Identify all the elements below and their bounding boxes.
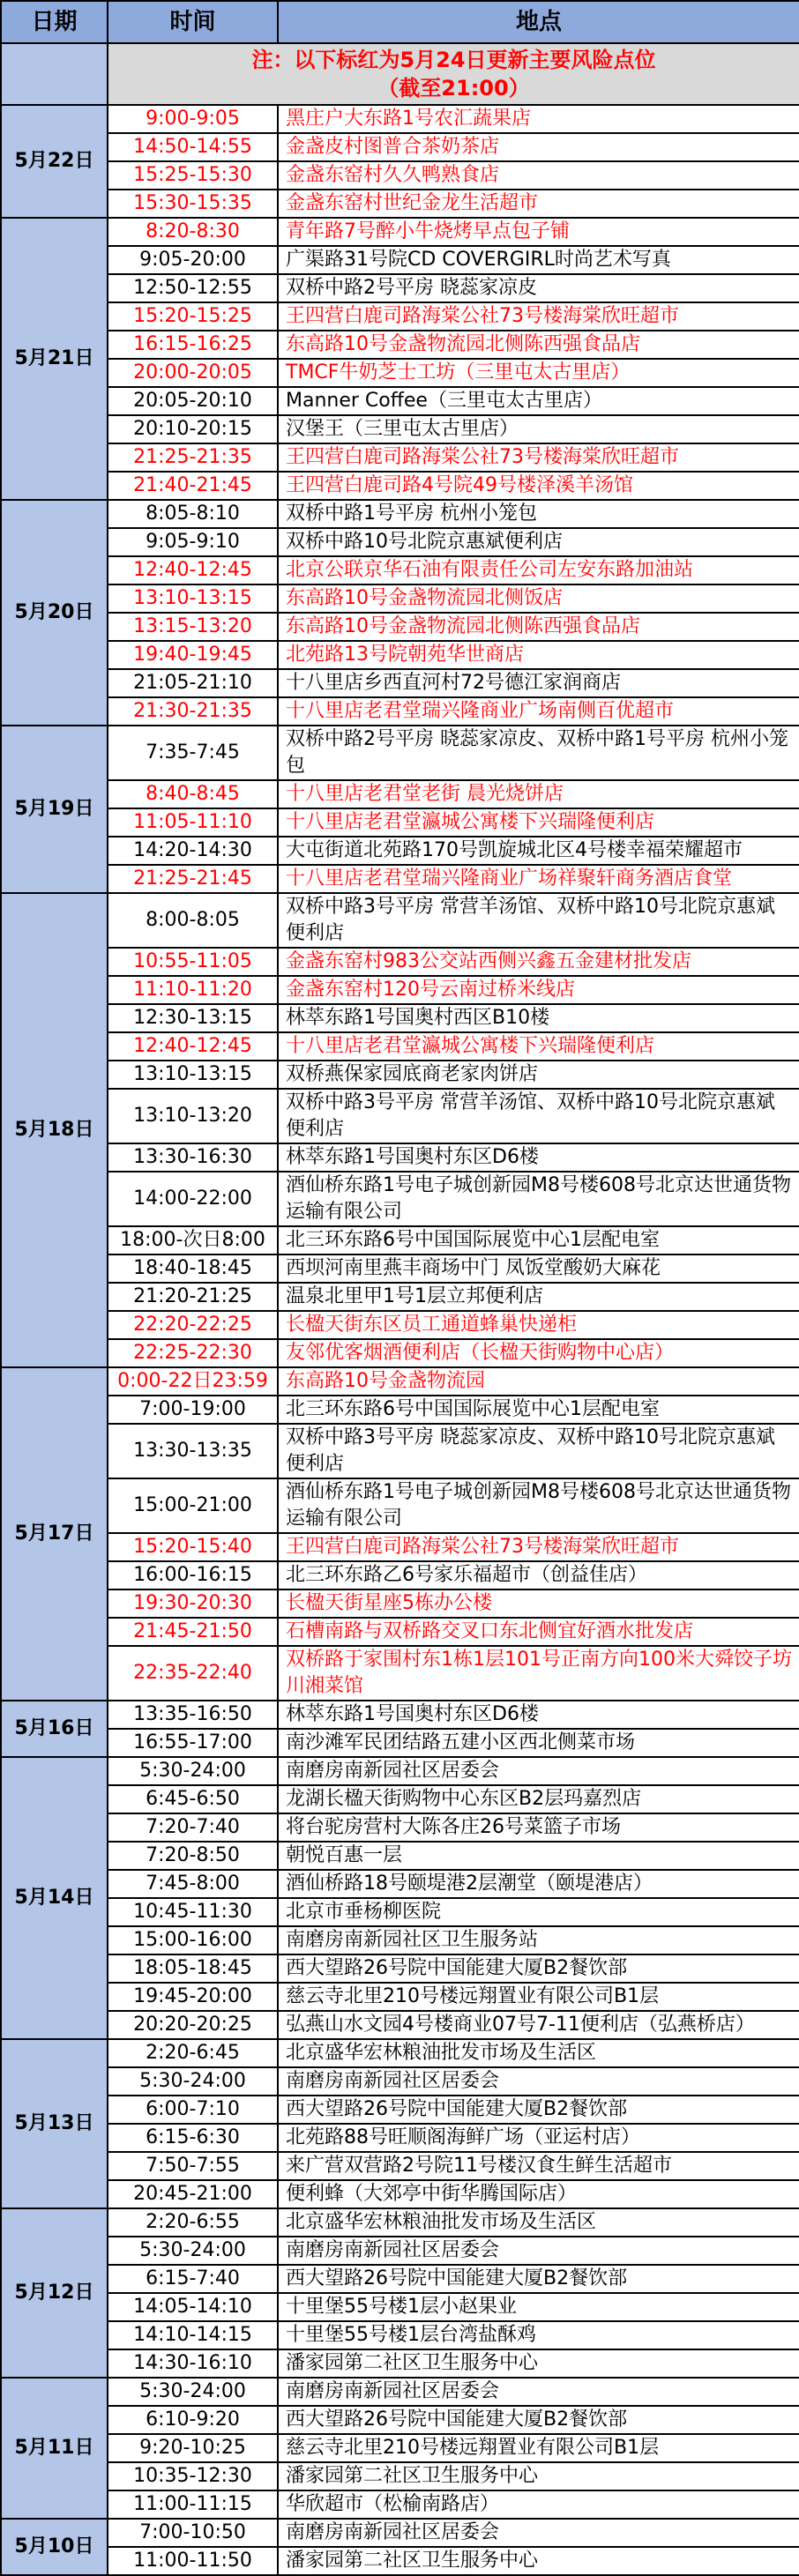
table-row <box>1 1926 799 1954</box>
place-cell: 十八里店乡西直河村72号德江家润商店 <box>278 669 799 697</box>
time-cell: 15:25-15:30 <box>108 161 278 190</box>
table-row <box>1 1813 799 1842</box>
place-cell: 金盏东窑村120号云南过桥米线店 <box>278 976 799 1004</box>
place-cell: 西大望路26号院中国能建大厦B2餐饮部 <box>278 2406 799 2434</box>
time-cell: 8:05-8:10 <box>108 500 278 528</box>
time-cell: 7:00-10:50 <box>108 2519 278 2547</box>
time-cell: 7:20-8:50 <box>108 1842 278 1870</box>
place-cell: 石槽南路与双桥路交叉口东北侧宜好酒水批发店 <box>278 1618 799 1646</box>
time-cell: 18:05-18:45 <box>108 1954 278 1983</box>
place-cell: 十八里店老君堂瑞兴隆商业广场祥聚轩商务酒店食堂 <box>278 865 799 893</box>
place-cell: 潘家园第二社区卫生服务中心 <box>278 2547 799 2575</box>
table-row <box>1 2321 799 2349</box>
place-cell: 龙湖长楹天街购物中心东区B2层玛嘉烈店 <box>278 1785 799 1813</box>
time-cell: 11:05-11:10 <box>108 808 278 837</box>
time-cell: 13:10-13:15 <box>108 584 278 613</box>
place-cell: 北京盛华宏林粮油批发市场及生活区 <box>278 2039 799 2067</box>
table-row <box>1 2180 799 2208</box>
notice-row <box>1 43 799 105</box>
time-cell: 21:25-21:45 <box>108 865 278 893</box>
table-row <box>1 613 799 641</box>
date-cell: 5月21日 <box>1 218 108 500</box>
time-cell: 2:20-6:55 <box>108 2208 278 2237</box>
time-cell: 5:30-24:00 <box>108 1757 278 1785</box>
table-row <box>1 472 799 500</box>
time-cell: 0:00-22日23:59 <box>108 1367 278 1396</box>
time-cell: 8:20-8:30 <box>108 218 278 246</box>
table-row <box>1 161 799 190</box>
table-row <box>1 808 799 837</box>
time-cell: 22:35-22:40 <box>108 1646 278 1701</box>
table-row <box>1 302 799 331</box>
place-cell: 北苑路88号旺顺阁海鲜广场（亚运村店） <box>278 2124 799 2152</box>
time-cell: 13:10-13:15 <box>108 1061 278 1089</box>
time-cell: 22:25-22:30 <box>108 1339 278 1367</box>
time-cell: 11:00-11:15 <box>108 2490 278 2519</box>
date-cell: 5月12日 <box>1 2208 108 2378</box>
place-cell: 十里堡55号楼1层台湾盐酥鸡 <box>278 2321 799 2349</box>
place-cell: 黑庄户大东路1号农汇蔬果店 <box>278 105 799 133</box>
table-row <box>1 1757 799 1785</box>
time-cell: 10:55-11:05 <box>108 948 278 976</box>
place-cell: 酒仙桥路18号颐堤港2层潮堂（颐堤港店） <box>278 1870 799 1898</box>
time-cell: 12:40-12:45 <box>108 1032 278 1061</box>
time-cell: 12:40-12:45 <box>108 556 278 584</box>
time-cell: 12:50-12:55 <box>108 274 278 302</box>
date-cell: 5月11日 <box>1 2378 108 2519</box>
table-row <box>1 190 799 218</box>
place-cell: 潘家园第二社区卫生服务中心 <box>278 2462 799 2490</box>
place-cell: 双桥燕保家园底商老家肉饼店 <box>278 1061 799 1089</box>
time-cell: 21:30-21:35 <box>108 697 278 726</box>
place-cell: 双桥中路3号平房 晓蕊家凉皮、双桥中路10号北院京惠斌便利店 <box>278 1424 799 1478</box>
place-cell: 东高路10号金盏物流园 <box>278 1367 799 1396</box>
time-cell: 9:20-10:25 <box>108 2434 278 2462</box>
table-row <box>1 1339 799 1367</box>
date-cell: 5月10日 <box>1 2519 108 2575</box>
time-cell: 12:30-13:15 <box>108 1004 278 1032</box>
time-cell: 7:50-7:55 <box>108 2152 278 2180</box>
table-row <box>1 2378 799 2406</box>
time-cell: 10:35-12:30 <box>108 2462 278 2490</box>
place-cell: 王四营白鹿司路海棠公社73号楼海棠欣旺超市 <box>278 443 799 472</box>
place-cell: 东高路10号金盏物流园北侧陈西强食品店 <box>278 331 799 359</box>
notice-blank-cell <box>1 43 108 105</box>
table-row <box>1 274 799 302</box>
place-cell: 南磨房南新园社区居委会 <box>278 2067 799 2096</box>
date-cell: 5月16日 <box>1 1701 108 1757</box>
place-cell: 林萃东路1号国奥村西区B10楼 <box>278 1004 799 1032</box>
time-cell: 19:40-19:45 <box>108 641 278 669</box>
place-cell: 西大望路26号院中国能建大厦B2餐饮部 <box>278 2265 799 2293</box>
time-cell: 6:15-6:30 <box>108 2124 278 2152</box>
time-cell: 15:20-15:40 <box>108 1533 278 1561</box>
table-row <box>1 2096 799 2124</box>
place-cell: 林萃东路1号国奥村东区D6楼 <box>278 1143 799 1172</box>
table-row <box>1 976 799 1004</box>
date-cell: 5月19日 <box>1 726 108 893</box>
header-place: 地点 <box>278 1 799 43</box>
table-row <box>1 1283 799 1311</box>
time-cell: 14:30-16:10 <box>108 2349 278 2378</box>
time-cell: 13:35-16:50 <box>108 1701 278 1729</box>
table-row <box>1 1618 799 1646</box>
time-cell: 7:35-7:45 <box>108 726 278 780</box>
place-cell: 北苑路13号院朝苑华世商店 <box>278 641 799 669</box>
time-cell: 8:40-8:45 <box>108 780 278 808</box>
place-cell: 广渠路31号院CD COVERGIRL时尚艺术写真 <box>278 246 799 274</box>
place-cell: 北三环东路6号中国国际展览中心1层配电室 <box>278 1396 799 1424</box>
time-cell: 16:55-17:00 <box>108 1729 278 1757</box>
time-cell: 7:20-7:40 <box>108 1813 278 1842</box>
table-row <box>1 2519 799 2547</box>
table-row <box>1 2462 799 2490</box>
time-cell: 15:20-15:25 <box>108 302 278 331</box>
place-cell: 北京公联京华石油有限责任公司左安东路加油站 <box>278 556 799 584</box>
header-row <box>1 1 799 43</box>
time-cell: 21:20-21:25 <box>108 1283 278 1311</box>
table-row <box>1 584 799 613</box>
time-cell: 14:50-14:55 <box>108 133 278 161</box>
place-cell: 东高路10号金盏物流园北侧陈西强食品店 <box>278 613 799 641</box>
time-cell: 8:00-8:05 <box>108 893 278 948</box>
table-row <box>1 865 799 893</box>
notice-line2: （截至21:00） <box>377 76 530 101</box>
table-row <box>1 1983 799 2011</box>
place-cell: 将台驼房营村大陈各庄26号菜篮子市场 <box>278 1813 799 1842</box>
place-cell: 双桥中路3号平房 常营羊汤馆、双桥中路10号北院京惠斌便利店 <box>278 893 799 948</box>
table-row <box>1 2434 799 2462</box>
time-cell: 19:30-20:30 <box>108 1590 278 1618</box>
table-row <box>1 331 799 359</box>
time-cell: 10:45-11:30 <box>108 1898 278 1926</box>
place-cell: 长楹天街星座5栋办公楼 <box>278 1590 799 1618</box>
place-cell: 金盏东窑村983公交站西侧兴鑫五金建材批发店 <box>278 948 799 976</box>
table-row <box>1 2349 799 2378</box>
table-row <box>1 359 799 387</box>
time-cell: 7:00-19:00 <box>108 1396 278 1424</box>
time-cell: 7:45-8:00 <box>108 1870 278 1898</box>
place-cell: 林萃东路1号国奥村东区D6楼 <box>278 1701 799 1729</box>
time-cell: 13:15-13:20 <box>108 613 278 641</box>
table-row <box>1 2237 799 2265</box>
table-row <box>1 2265 799 2293</box>
table-row <box>1 2067 799 2096</box>
place-cell: 西坝河南里燕丰商场中门 凤饭堂酸奶大麻花 <box>278 1254 799 1283</box>
table-row <box>1 1842 799 1870</box>
table-row <box>1 2039 799 2067</box>
time-cell: 15:00-21:00 <box>108 1478 278 1533</box>
time-cell: 14:05-14:10 <box>108 2293 278 2321</box>
table-row <box>1 1424 799 1478</box>
place-cell: 南沙滩军民团结路五建小区西北侧菜市场 <box>278 1729 799 1757</box>
table-row <box>1 556 799 584</box>
place-cell: 王四营白鹿司路海棠公社73号楼海棠欣旺超市 <box>278 1533 799 1561</box>
place-cell: 来广营双营路2号院11号楼汉食生鲜生活超市 <box>278 2152 799 2180</box>
table-row <box>1 1533 799 1561</box>
place-cell: 南磨房南新园社区居委会 <box>278 1757 799 1785</box>
time-cell: 16:00-16:15 <box>108 1561 278 1590</box>
table-row <box>1 780 799 808</box>
place-cell: 东高路10号金盏物流园北侧饭店 <box>278 584 799 613</box>
table-row <box>1 1226 799 1254</box>
table-row <box>1 1954 799 1983</box>
time-cell: 21:25-21:35 <box>108 443 278 472</box>
table-row <box>1 1561 799 1590</box>
time-cell: 5:30-24:00 <box>108 2378 278 2406</box>
time-cell: 20:45-21:00 <box>108 2180 278 2208</box>
time-cell: 13:30-13:35 <box>108 1424 278 1478</box>
table-row <box>1 2293 799 2321</box>
date-cell: 5月13日 <box>1 2039 108 2208</box>
place-cell: 双桥中路3号平房 常营羊汤馆、双桥中路10号北院京惠斌便利店 <box>278 1089 799 1143</box>
table-row <box>1 1004 799 1032</box>
place-cell: 金盏东窑村世纪金龙生活超市 <box>278 190 799 218</box>
time-cell: 14:00-22:00 <box>108 1172 278 1226</box>
place-cell: 十八里店老君堂瀛城公寓楼下兴瑞隆便利店 <box>278 1032 799 1061</box>
place-cell: 南磨房南新园社区居委会 <box>278 2519 799 2547</box>
time-cell: 21:05-21:10 <box>108 669 278 697</box>
place-cell: 西大望路26号院中国能建大厦B2餐饮部 <box>278 2096 799 2124</box>
place-cell: 金盏皮村图普合茶奶茶店 <box>278 133 799 161</box>
time-cell: 20:20-20:25 <box>108 2011 278 2039</box>
place-cell: 双桥中路2号平房 晓蕊家凉皮 <box>278 274 799 302</box>
place-cell: 朝悦百惠一层 <box>278 1842 799 1870</box>
place-cell: 金盏东窑村久久鸭熟食店 <box>278 161 799 190</box>
table-row <box>1 2011 799 2039</box>
table-row <box>1 387 799 415</box>
table-row <box>1 1089 799 1143</box>
date-cell: 5月20日 <box>1 500 108 726</box>
place-cell: 友邻优客烟酒便利店（长楹天街购物中心店） <box>278 1339 799 1367</box>
place-cell: 华欣超市（松榆南路店） <box>278 2490 799 2519</box>
table-row <box>1 500 799 528</box>
table-row <box>1 1172 799 1226</box>
place-cell: 青年路7号醉小牛烧烤早点包子铺 <box>278 218 799 246</box>
date-cell: 5月17日 <box>1 1367 108 1701</box>
place-cell: 北京市垂杨柳医院 <box>278 1898 799 1926</box>
place-cell: 双桥中路10号北院京惠斌便利店 <box>278 528 799 556</box>
place-cell: 酒仙桥东路1号电子城创新园M8号楼608号北京达世通货物运输有限公司 <box>278 1478 799 1533</box>
header-date: 日期 <box>1 1 108 43</box>
table-row <box>1 1870 799 1898</box>
header-time: 时间 <box>108 1 278 43</box>
place-cell: 慈云寺北里210号楼远翔置业有限公司B1层 <box>278 2434 799 2462</box>
table-row <box>1 1785 799 1813</box>
date-cell: 5月18日 <box>1 893 108 1367</box>
table-row <box>1 837 799 865</box>
place-cell: 西大望路26号院中国能建大厦B2餐饮部 <box>278 1954 799 1983</box>
place-cell: 酒仙桥东路1号电子城创新园M8号楼608号北京达世通货物运输有限公司 <box>278 1172 799 1226</box>
table-row <box>1 1367 799 1396</box>
place-cell: 双桥中路1号平房 杭州小笼包 <box>278 500 799 528</box>
place-cell: 南磨房南新园社区卫生服务站 <box>278 1926 799 1954</box>
table-row <box>1 1311 799 1339</box>
place-cell: 王四营白鹿司路海棠公社73号楼海棠欣旺超市 <box>278 302 799 331</box>
date-cell: 5月14日 <box>1 1757 108 2039</box>
time-cell: 6:45-6:50 <box>108 1785 278 1813</box>
table-row <box>1 2152 799 2180</box>
time-cell: 5:30-24:00 <box>108 2067 278 2096</box>
date-cell: 5月22日 <box>1 105 108 218</box>
time-cell: 18:40-18:45 <box>108 1254 278 1283</box>
time-cell: 11:10-11:20 <box>108 976 278 1004</box>
table-row <box>1 893 799 948</box>
time-cell: 13:10-13:20 <box>108 1089 278 1143</box>
place-cell: 北三环东路6号中国国际展览中心1层配电室 <box>278 1226 799 1254</box>
time-cell: 6:00-7:10 <box>108 2096 278 2124</box>
place-cell: 十八里店老君堂瀛城公寓楼下兴瑞隆便利店 <box>278 808 799 837</box>
table-row <box>1 1143 799 1172</box>
place-cell: 潘家园第二社区卫生服务中心 <box>278 2349 799 2378</box>
place-cell: 北京盛华宏林粮油批发市场及生活区 <box>278 2208 799 2237</box>
table-row <box>1 2547 799 2575</box>
place-cell: 便利蜂（大郊亭中街华腾国际店） <box>278 2180 799 2208</box>
place-cell: 十八里店老君堂老街 晨光烧饼店 <box>278 780 799 808</box>
table-row <box>1 133 799 161</box>
place-cell: 双桥中路2号平房 晓蕊家凉皮、双桥中路1号平房 杭州小笼包 <box>278 726 799 780</box>
table-row <box>1 218 799 246</box>
table-row <box>1 2124 799 2152</box>
table-row <box>1 641 799 669</box>
time-cell: 19:45-20:00 <box>108 1983 278 2011</box>
place-cell: TMCF牛奶芝士工坊（三里屯太古里店） <box>278 359 799 387</box>
time-cell: 6:10-9:20 <box>108 2406 278 2434</box>
table-row <box>1 1061 799 1089</box>
table-row <box>1 1478 799 1533</box>
time-cell: 15:30-15:35 <box>108 190 278 218</box>
time-cell: 9:00-9:05 <box>108 105 278 133</box>
table-row <box>1 1898 799 1926</box>
table-row <box>1 726 799 780</box>
table-row <box>1 1729 799 1757</box>
table-row <box>1 2406 799 2434</box>
table-row <box>1 2490 799 2519</box>
time-cell: 13:30-16:30 <box>108 1143 278 1172</box>
place-cell: Manner Coffee（三里屯太古里店） <box>278 387 799 415</box>
time-cell: 9:05-9:10 <box>108 528 278 556</box>
place-cell: 弘燕山水文园4号楼商业07号7-11便利店（弘燕桥店） <box>278 2011 799 2039</box>
time-cell: 22:20-22:25 <box>108 1311 278 1339</box>
time-cell: 20:00-20:05 <box>108 359 278 387</box>
time-cell: 18:00-次日8:00 <box>108 1226 278 1254</box>
time-cell: 20:05-20:10 <box>108 387 278 415</box>
time-cell: 5:30-24:00 <box>108 2237 278 2265</box>
table-row <box>1 105 799 133</box>
place-cell: 十里堡55号楼1层小赵果业 <box>278 2293 799 2321</box>
notice-cell <box>108 43 799 105</box>
time-cell: 15:00-16:00 <box>108 1926 278 1954</box>
place-cell: 长楹天街东区员工通道蜂巢快递柜 <box>278 1311 799 1339</box>
table-row <box>1 415 799 443</box>
time-cell: 2:20-6:45 <box>108 2039 278 2067</box>
time-cell: 14:20-14:30 <box>108 837 278 865</box>
notice-line1: 注：以下标红为5月24日更新主要风险点位 <box>251 48 656 72</box>
time-cell: 21:45-21:50 <box>108 1618 278 1646</box>
place-cell: 十八里店老君堂瑞兴隆商业广场南侧百优超市 <box>278 697 799 726</box>
time-cell: 14:10-14:15 <box>108 2321 278 2349</box>
table-row <box>1 443 799 472</box>
table-row <box>1 1032 799 1061</box>
table-row <box>1 1396 799 1424</box>
place-cell: 双桥路于家围村东1栋1层101号正南方向100米大舜饺子坊川湘菜馆 <box>278 1646 799 1701</box>
place-cell: 汉堡王（三里屯太古里店） <box>278 415 799 443</box>
place-cell: 王四营白鹿司路4号院49号楼泽溪羊汤馆 <box>278 472 799 500</box>
place-cell: 温泉北里甲1号1层立邦便利店 <box>278 1283 799 1311</box>
table-row <box>1 1701 799 1729</box>
table-row <box>1 669 799 697</box>
table-row <box>1 2208 799 2237</box>
table-row <box>1 948 799 976</box>
time-cell: 9:05-20:00 <box>108 246 278 274</box>
table-row <box>1 1590 799 1618</box>
time-cell: 6:15-7:40 <box>108 2265 278 2293</box>
table-row <box>1 1646 799 1701</box>
time-cell: 11:00-11:50 <box>108 2547 278 2575</box>
table-row <box>1 528 799 556</box>
time-cell: 21:40-21:45 <box>108 472 278 500</box>
table-row <box>1 1254 799 1283</box>
time-cell: 20:10-20:15 <box>108 415 278 443</box>
time-cell: 16:15-16:25 <box>108 331 278 359</box>
place-cell: 北三环东路乙6号家乐福超市（创益佳店） <box>278 1561 799 1590</box>
place-cell: 慈云寺北里210号楼远翔置业有限公司B1层 <box>278 1983 799 2011</box>
table-row <box>1 246 799 274</box>
place-cell: 南磨房南新园社区居委会 <box>278 2237 799 2265</box>
place-cell: 大屯街道北苑路170号凯旋城北区4号楼幸福荣耀超市 <box>278 837 799 865</box>
place-cell: 南磨房南新园社区居委会 <box>278 2378 799 2406</box>
table-row <box>1 697 799 726</box>
